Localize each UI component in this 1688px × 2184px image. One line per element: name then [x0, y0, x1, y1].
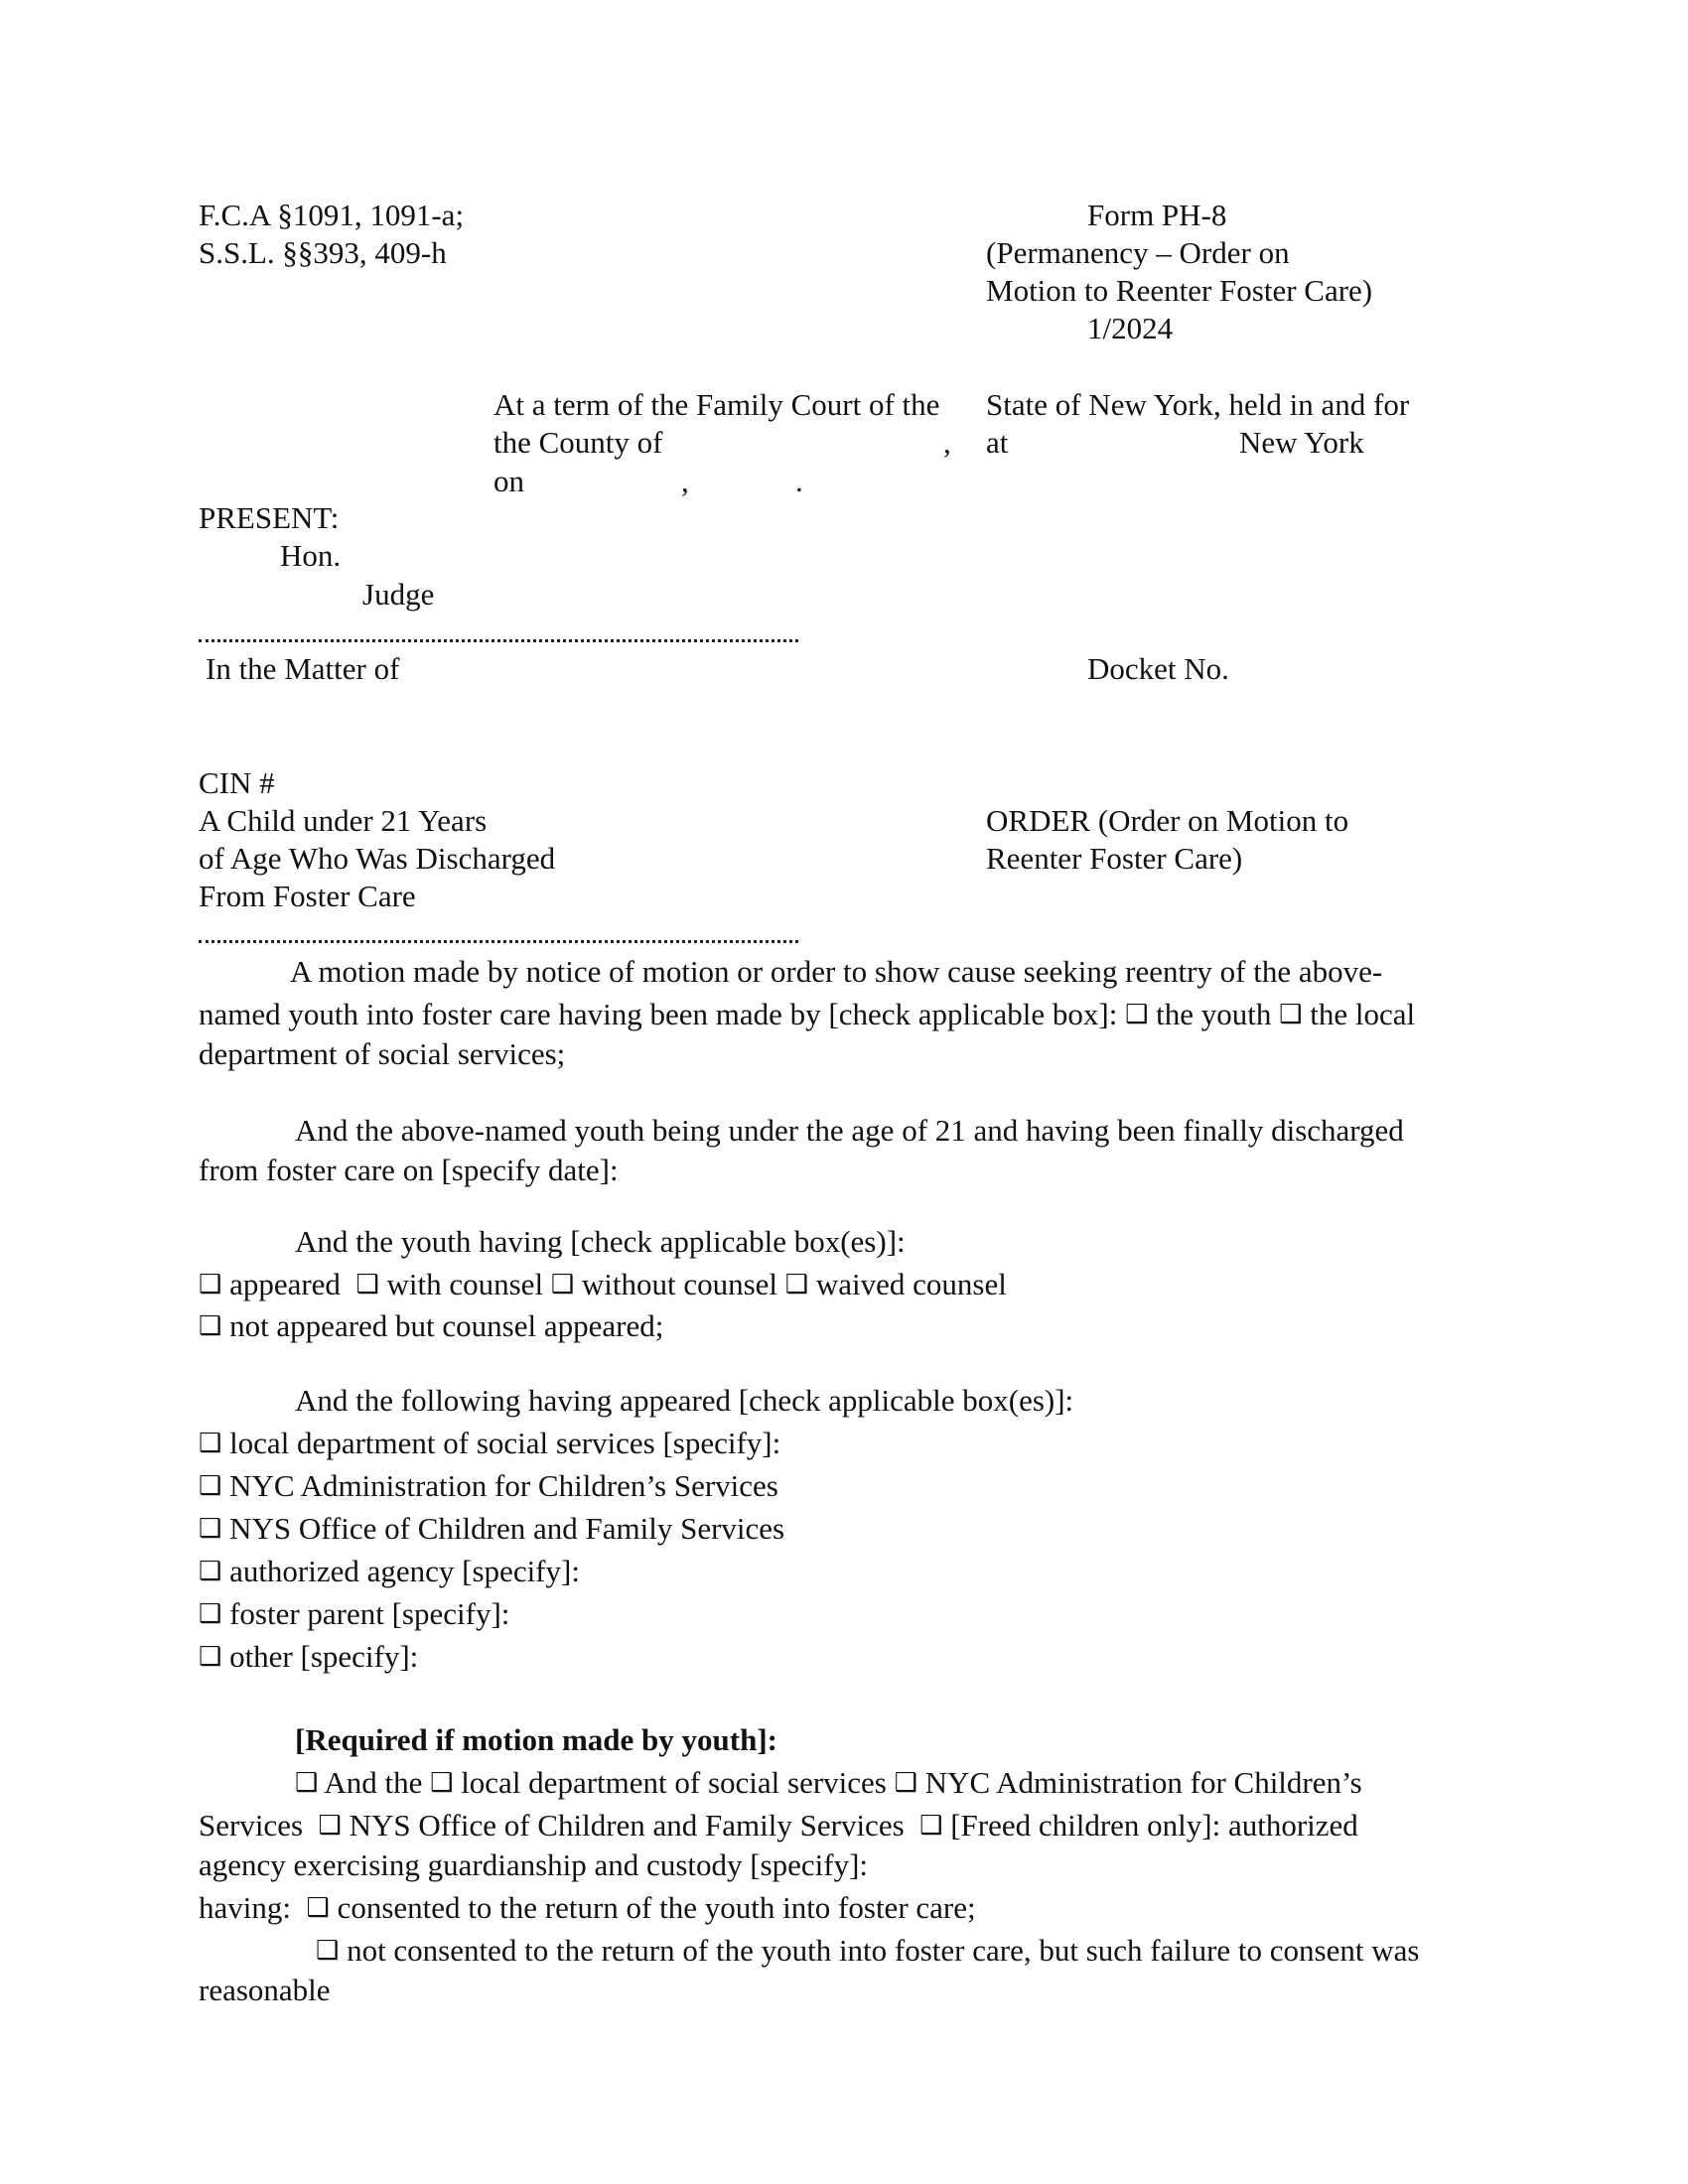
county-label: the County of — [493, 425, 663, 460]
para2-line2: from foster care on [specify date]: — [199, 1153, 619, 1187]
checkbox-authorized-agency[interactable]: ❑ — [199, 1557, 222, 1586]
statute-reference-1: F.C.A §1091, 1091-a; — [199, 198, 465, 232]
list-item — [199, 1425, 780, 1464]
consent-line1 — [295, 1764, 1362, 1804]
consented-line — [199, 1889, 976, 1929]
cin-label: CIN # — [199, 765, 275, 800]
checkbox-not-consented[interactable]: ❑ — [316, 1936, 340, 1966]
consent-line2 — [199, 1807, 1358, 1846]
list-item — [199, 1510, 784, 1550]
checkbox-local-dss[interactable]: ❑ — [199, 1429, 222, 1458]
appearance-options — [199, 1266, 1007, 1305]
term-line1-right: State of New York, held in and for — [986, 387, 1410, 422]
option-waived-counsel: waived counsel — [815, 1267, 1007, 1301]
appearance-other: other [specify]: — [229, 1639, 419, 1674]
consent-local-dss: local department of social services — [461, 1765, 887, 1800]
form-number: Form PH-8 — [1087, 198, 1227, 232]
statute-reference-2: S.S.L. §§393, 409-h — [199, 235, 447, 270]
matter-of-label: In the Matter of — [206, 651, 400, 686]
option-local: the local — [1310, 997, 1416, 1031]
term-line1-left: At a term of the Family Court of the — [493, 387, 940, 422]
checkbox-appeared[interactable]: ❑ — [199, 1270, 222, 1299]
hon-label: Hon. — [280, 538, 342, 573]
option-with-counsel: with counsel — [386, 1267, 544, 1301]
appearance-authorized-agency: authorized agency [specify]: — [229, 1554, 580, 1588]
docket-label: Docket No. — [1087, 651, 1229, 686]
order-title-line1: ORDER (Order on Motion to — [986, 803, 1349, 838]
checkbox-consent-local-dss[interactable]: ❑ — [430, 1768, 454, 1798]
appearance-foster-parent: foster parent [specify]: — [229, 1596, 510, 1631]
para2-line1: And the above-named youth being under the age of 21 and having been finally discharged — [295, 1113, 1404, 1148]
option-youth: the youth — [1156, 997, 1272, 1031]
services-word: Services — [199, 1808, 304, 1843]
state-name: New York — [1239, 425, 1364, 460]
list-item — [199, 1638, 418, 1678]
order-title-line2: Reenter Foster Care) — [986, 841, 1243, 876]
para3-intro: And the youth having [check applicable box(es)]: — [295, 1224, 906, 1259]
para1-line1: A motion made by notice of motion or order to show cause seeking reentry of the above- — [290, 954, 1383, 989]
para1-line3: department of social services; — [199, 1036, 566, 1071]
checkbox-waived-counsel[interactable]: ❑ — [784, 1270, 809, 1299]
child-desc-line3: From Foster Care — [199, 879, 416, 913]
not-consented-line — [316, 1932, 1419, 1972]
present-label: PRESENT: — [199, 500, 340, 535]
checkbox-consent-nyc-acs[interactable]: ❑ — [894, 1768, 917, 1798]
caption-divider-bottom — [199, 940, 798, 943]
checkbox-nys-ocfs[interactable]: ❑ — [199, 1514, 222, 1544]
option-appeared: appeared — [229, 1267, 341, 1301]
and-the-label: And the — [324, 1765, 423, 1800]
option-consented: consented to the return of the youth into foster care; — [337, 1890, 976, 1925]
reasonable-word: reasonable — [199, 1973, 331, 2007]
checkbox-without-counsel[interactable]: ❑ — [550, 1270, 575, 1299]
at-label: at — [986, 425, 1009, 460]
checkbox-not-appeared[interactable]: ❑ — [199, 1311, 222, 1341]
consent-nys-ocfs: NYS Office of Children and Family Services — [349, 1808, 905, 1843]
checkbox-youth[interactable]: ❑ — [1125, 1000, 1149, 1029]
having-label: having: — [199, 1890, 291, 1925]
judge-label: Judge — [362, 577, 435, 612]
date-label: on — [493, 464, 524, 498]
not-appeared-option — [199, 1307, 663, 1347]
form-date: 1/2024 — [1087, 311, 1174, 345]
checkbox-other[interactable]: ❑ — [199, 1642, 222, 1672]
checkbox-with-counsel[interactable]: ❑ — [355, 1270, 379, 1299]
para1-lead: named youth into foster care having been made by [check applicable box]: — [199, 997, 1118, 1031]
checkbox-local[interactable]: ❑ — [1279, 1000, 1303, 1029]
appearance-nys-ocfs: NYS Office of Children and Family Services — [229, 1511, 785, 1546]
form-title-line2: Motion to Reenter Foster Care) — [986, 273, 1373, 308]
date-comma: , — [681, 464, 689, 498]
appearance-nyc-acs: NYC Administration for Children’s Services — [229, 1468, 778, 1503]
checkbox-and-the[interactable]: ❑ — [295, 1768, 319, 1798]
checkbox-consent-nys-ocfs[interactable]: ❑ — [318, 1811, 342, 1841]
list-item — [199, 1467, 778, 1507]
appearance-local-dss: local department of social services [specify]: — [229, 1426, 781, 1460]
option-not-consented: not consented to the return of the youth into foster care, but such failure to consent was — [347, 1933, 1420, 1968]
child-desc-line1: A Child under 21 Years — [199, 803, 488, 838]
option-not-appeared: not appeared but counsel appeared; — [229, 1308, 664, 1343]
required-heading: [Required if motion made by youth]: — [295, 1722, 777, 1757]
date-period: . — [795, 464, 803, 498]
form-title-line1: (Permanency – Order on — [986, 235, 1290, 270]
list-item — [199, 1553, 580, 1592]
caption-divider-top — [199, 639, 798, 642]
consent-nyc-acs: NYC Administration for Children’s — [924, 1765, 1362, 1800]
checkbox-consented[interactable]: ❑ — [306, 1893, 330, 1923]
child-desc-line2: of Age Who Was Discharged — [199, 841, 556, 876]
option-without-counsel: without counsel — [581, 1267, 778, 1301]
agency-guardianship-line: agency exercising guardianship and custody [specify]: — [199, 1847, 869, 1882]
county-comma: , — [943, 425, 951, 460]
checkbox-nyc-acs[interactable]: ❑ — [199, 1471, 222, 1501]
para1-line2 — [199, 996, 1415, 1035]
freed-children-label: [Freed children only]: authorized — [950, 1808, 1358, 1843]
list-item — [199, 1595, 509, 1635]
checkbox-foster-parent[interactable]: ❑ — [199, 1599, 222, 1629]
checkbox-freed-children[interactable]: ❑ — [919, 1811, 943, 1841]
para4-intro: And the following having appeared [check applicable box(es)]: — [295, 1383, 1074, 1418]
